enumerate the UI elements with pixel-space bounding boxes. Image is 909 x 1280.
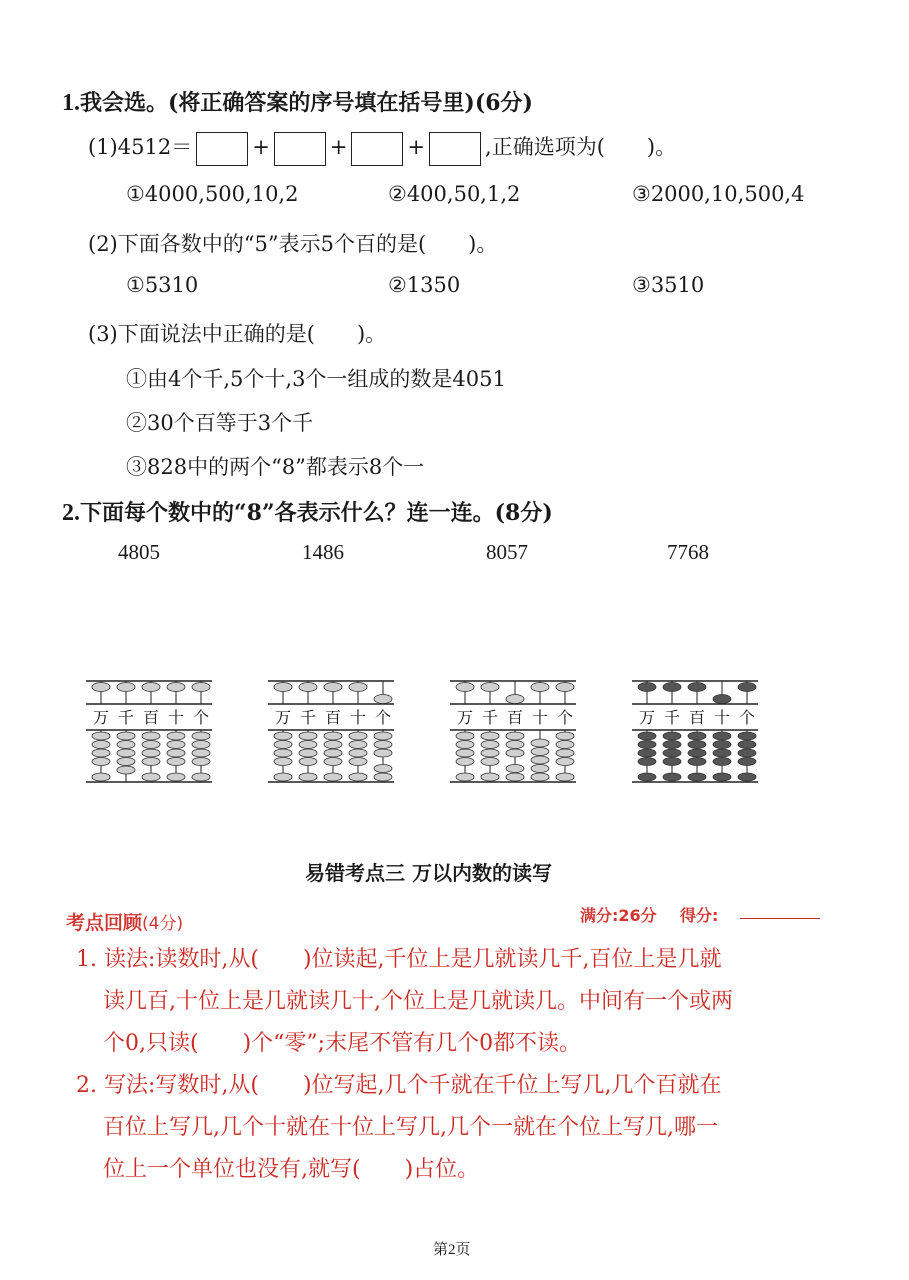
abacus-3 — [450, 678, 578, 788]
score-full: 满分:26分 — [580, 906, 657, 925]
abacus-bead — [167, 758, 185, 766]
abacus-bead — [638, 749, 656, 757]
abacus-place-label: 万 — [92, 708, 110, 727]
abacus-bead — [374, 765, 392, 773]
q1-number: 1. — [62, 90, 80, 116]
abacus-bead — [117, 683, 135, 692]
review-heading — [66, 908, 183, 935]
abacus-bead — [349, 683, 367, 692]
q1-sub2-option-1: ①5310 — [126, 273, 199, 297]
abacus-bead — [688, 758, 706, 766]
abacus-place-label: 十 — [167, 708, 185, 727]
abacus-bead — [506, 695, 524, 704]
q1-sub2-option-2: ②1350 — [388, 273, 461, 297]
abacus-bead — [481, 732, 499, 740]
q1-sub3-stem: (3)下面说法中正确的是( )。 — [88, 322, 387, 346]
abacus-place-label: 千 — [117, 708, 135, 727]
abacus-bead — [506, 741, 524, 749]
abacus-bead — [506, 765, 524, 773]
q1-sub1-option-3: ③2000,10,500,4 — [632, 182, 805, 206]
abacus-bead — [556, 773, 574, 781]
abacus-bead — [638, 758, 656, 766]
abacus-bead — [531, 748, 549, 756]
q1-sub1-prefix: (1)4512＝ — [88, 135, 193, 159]
abacus-bead — [324, 732, 342, 740]
answer-box-3[interactable] — [351, 132, 403, 166]
q1-sub3-option-3: ③828中的两个“8”都表示8个一 — [126, 455, 425, 479]
abacus-place-label: 百 — [142, 708, 160, 727]
q2-number-1: 4805 — [118, 540, 160, 564]
abacus-bead — [688, 683, 706, 692]
abacus-place-label: 个 — [738, 708, 756, 727]
q1-sub3-option-1: ①由4个千,5个十,3个一组成的数是4051 — [126, 367, 506, 391]
abacus-bead — [192, 758, 210, 766]
review-title: 考点回顾 — [66, 912, 143, 934]
abacus-bead — [142, 732, 160, 740]
abacus-bead — [663, 683, 681, 692]
abacus-bead — [638, 741, 656, 749]
abacus-bead — [192, 683, 210, 692]
abacus-bead — [738, 773, 756, 781]
plus-sign-3: + — [407, 135, 426, 159]
abacus-bead — [117, 741, 135, 749]
q2-title: 下面每个数中的“8”各表示什么？连一连。(8分) — [80, 500, 553, 526]
abacus-bead — [349, 741, 367, 749]
abacus-bead — [556, 741, 574, 749]
q1-title: 我会选。(将正确答案的序号填在括号里)(6分) — [80, 90, 533, 116]
abacus-bead — [274, 683, 292, 692]
abacus-bead — [349, 773, 367, 781]
abacus-bead — [299, 758, 317, 766]
abacus-bead — [299, 749, 317, 757]
abacus-bead — [117, 732, 135, 740]
abacus-bead — [299, 683, 317, 692]
abacus-bead — [142, 749, 160, 757]
abacus-bead — [531, 683, 549, 692]
abacus-bead — [713, 741, 731, 749]
abacus-bead — [274, 749, 292, 757]
abacus-place-label: 千 — [481, 708, 499, 727]
abacus-bead — [167, 683, 185, 692]
review-p2-line3: 位上一个单位也没有,就写( )占位。 — [103, 1157, 480, 1182]
abacus-bead — [192, 749, 210, 757]
abacus-bead — [713, 732, 731, 740]
q1-sub1-suffix: ,正确选项为( )。 — [485, 135, 677, 159]
abacus-bead — [713, 695, 731, 704]
abacus-place-label: 百 — [324, 708, 342, 727]
abacus-bead — [638, 683, 656, 692]
abacus-bead — [299, 741, 317, 749]
abacus-bead — [688, 732, 706, 740]
abacus-bead — [638, 732, 656, 740]
abacus-place-label: 百 — [506, 708, 524, 727]
abacus-bead — [738, 732, 756, 740]
abacus-bead — [92, 683, 110, 692]
abacus-bead — [506, 773, 524, 781]
abacus-bead — [738, 683, 756, 692]
q2-number-4: 7768 — [667, 540, 709, 564]
abacus-bead — [374, 741, 392, 749]
abacus-bead — [556, 758, 574, 766]
abacus-bead — [481, 683, 499, 692]
abacus-bead — [456, 749, 474, 757]
abacus-bead — [374, 695, 392, 704]
abacus-bead — [92, 741, 110, 749]
review-p2-line2: 百位上写几,几个十就在十位上写几,几个一就在个位上写几,哪一 — [103, 1115, 718, 1140]
abacus-bead — [167, 749, 185, 757]
abacus-bead — [299, 773, 317, 781]
abacus-bead — [663, 749, 681, 757]
abacus-bead — [506, 749, 524, 757]
q2-number-3: 8057 — [486, 540, 528, 564]
abacus-bead — [663, 758, 681, 766]
abacus-bead — [324, 758, 342, 766]
abacus-bead — [481, 758, 499, 766]
abacus-place-label: 个 — [374, 708, 392, 727]
q1-sub1-option-1: ①4000,500,10,2 — [126, 182, 299, 206]
abacus-bead — [456, 741, 474, 749]
abacus-bead — [167, 732, 185, 740]
abacus-bead — [349, 732, 367, 740]
abacus-bead — [324, 773, 342, 781]
q1-sub1-option-2: ②400,50,1,2 — [388, 182, 521, 206]
abacus-bead — [167, 773, 185, 781]
answer-box-4[interactable] — [429, 132, 481, 166]
plus-sign-2: + — [329, 135, 348, 159]
abacus-bead — [688, 749, 706, 757]
abacus-bead — [92, 773, 110, 781]
abacus-bead — [324, 749, 342, 757]
abacus-bead — [167, 741, 185, 749]
abacus-bead — [481, 773, 499, 781]
abacus-bead — [638, 773, 656, 781]
abacus-bead — [142, 741, 160, 749]
abacus-bead — [142, 758, 160, 766]
abacus-bead — [713, 758, 731, 766]
abacus-bead — [117, 766, 135, 774]
abacus-bead — [713, 773, 731, 781]
review-points: (4分) — [142, 914, 184, 934]
q1-sub2-option-3: ③3510 — [632, 273, 705, 297]
q2-number: 2. — [62, 500, 80, 526]
abacus-place-label: 百 — [688, 708, 706, 727]
q1-sub2-stem: (2)下面各数中的“5”表示5个百的是( )。 — [88, 232, 498, 256]
answer-box-2[interactable] — [274, 132, 326, 166]
abacus-place-label: 万 — [274, 708, 292, 727]
abacus-bead — [456, 758, 474, 766]
abacus-bead — [506, 732, 524, 740]
abacus-bead — [456, 683, 474, 692]
abacus-bead — [738, 749, 756, 757]
score-blank[interactable] — [740, 918, 820, 919]
review-p1-line3: 个0,只读( )个“零”;末尾不管有几个0都不读。 — [103, 1031, 582, 1056]
abacus-bead — [481, 741, 499, 749]
abacus-bead — [324, 683, 342, 692]
abacus-bead — [556, 732, 574, 740]
abacus-1 — [86, 678, 214, 788]
review-p1-line2: 读几百,十位上是几就读几十,个位上是几就读几。中间有一个或两 — [103, 989, 733, 1014]
abacus-place-label: 十 — [349, 708, 367, 727]
abacus-place-label: 千 — [663, 708, 681, 727]
abacus-4 — [632, 678, 760, 788]
abacus-place-label: 万 — [638, 708, 656, 727]
abacus-bead — [299, 732, 317, 740]
abacus-bead — [456, 732, 474, 740]
plus-sign-1: + — [252, 135, 270, 159]
abacus-bead — [117, 749, 135, 757]
abacus-bead — [192, 741, 210, 749]
abacus-bead — [92, 758, 110, 766]
abacus-bead — [374, 732, 392, 740]
abacus-bead — [274, 732, 292, 740]
abacus-place-label: 个 — [192, 708, 210, 727]
section-title: 易错考点三 万以内数的读写 — [305, 861, 552, 885]
abacus-place-label: 万 — [456, 708, 474, 727]
abacus-bead — [274, 758, 292, 766]
abacus-bead — [374, 749, 392, 757]
q1-sub1-stem — [88, 130, 676, 166]
q2-number-2: 1486 — [302, 540, 344, 564]
abacus-place-label: 十 — [713, 708, 731, 727]
abacus-bead — [556, 749, 574, 757]
abacus-bead — [531, 739, 549, 747]
abacus-bead — [274, 773, 292, 781]
page-number: 第2页 — [433, 1242, 471, 1258]
answer-box-1[interactable] — [196, 132, 248, 166]
abacus-bead — [663, 732, 681, 740]
abacus-2 — [268, 678, 396, 788]
score-label: 得分: — [680, 906, 719, 925]
q2-heading — [62, 496, 553, 527]
abacus-bead — [349, 758, 367, 766]
abacus-bead — [738, 758, 756, 766]
abacus-bead — [324, 741, 342, 749]
abacus-bead — [713, 749, 731, 757]
abacus-bead — [688, 741, 706, 749]
abacus-bead — [192, 773, 210, 781]
abacus-bead — [192, 732, 210, 740]
abacus-bead — [456, 773, 474, 781]
abacus-bead — [117, 758, 135, 766]
abacus-bead — [663, 741, 681, 749]
abacus-bead — [92, 732, 110, 740]
review-p1-line1: 1. 读法:读数时,从( )位读起,千位上是几就读几千,百位上是几就 — [76, 947, 722, 972]
q1-heading — [62, 86, 533, 117]
abacus-bead — [374, 773, 392, 781]
q1-sub3-option-2: ②30个百等于3个千 — [126, 411, 314, 435]
abacus-bead — [142, 773, 160, 781]
abacus-bead — [531, 765, 549, 773]
abacus-bead — [663, 773, 681, 781]
abacus-place-label: 十 — [531, 708, 549, 727]
abacus-bead — [531, 773, 549, 781]
review-p2-line1: 2. 写法:写数时,从( )位写起,几个千就在千位上写几,几个百就在 — [76, 1073, 722, 1098]
abacus-bead — [531, 756, 549, 764]
abacus-bead — [349, 749, 367, 757]
abacus-bead — [92, 749, 110, 757]
abacus-bead — [688, 773, 706, 781]
abacus-bead — [274, 741, 292, 749]
abacus-bead — [556, 683, 574, 692]
abacus-bead — [738, 741, 756, 749]
abacus-place-label: 个 — [556, 708, 574, 727]
abacus-bead — [142, 683, 160, 692]
abacus-place-label: 千 — [299, 708, 317, 727]
abacus-bead — [481, 749, 499, 757]
